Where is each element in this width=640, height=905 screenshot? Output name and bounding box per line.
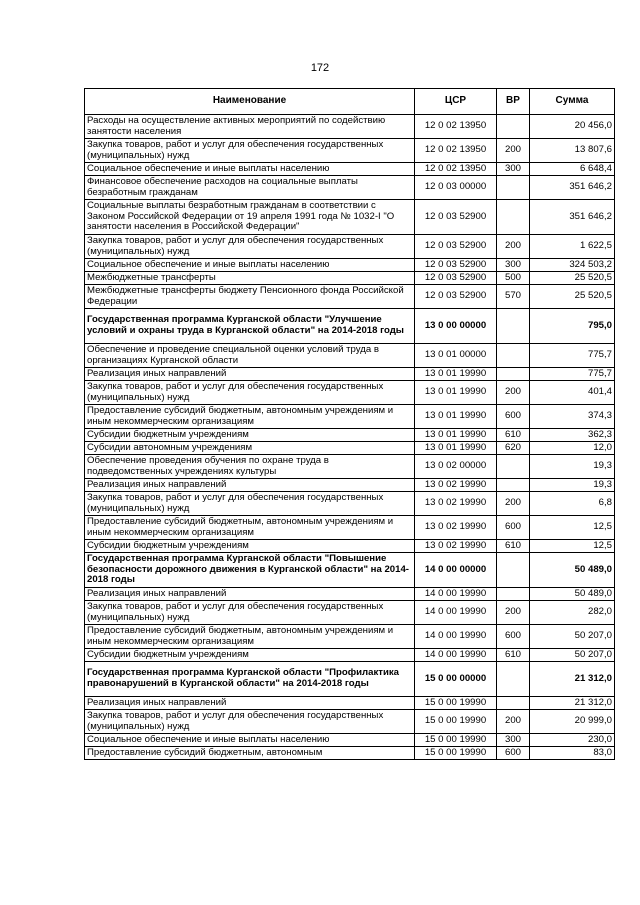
row-name-cell: Межбюджетные трансферты [85,272,415,285]
row-csr-cell: 14 0 00 19990 [415,588,497,601]
table-row [85,662,615,697]
row-csr-cell: 15 0 00 19990 [415,697,497,710]
header-vr: ВР [497,89,530,115]
row-csr-cell: 15 0 00 19990 [415,710,497,734]
table-row [85,139,615,163]
row-csr-cell: 13 0 02 19990 [415,516,497,540]
row-vr-cell: 200 [497,381,530,405]
row-vr-cell: 300 [497,734,530,747]
row-vr-cell [497,479,530,492]
row-name-cell: Финансовое обеспечение расходов на социальные выплаты безработным гражданам [85,176,415,200]
table-row [85,405,615,429]
table-row [85,710,615,734]
row-vr-cell [497,176,530,200]
row-vr-cell: 600 [497,747,530,760]
row-sum-cell: 351 646,2 [530,200,615,235]
row-sum-cell: 21 312,0 [530,662,615,697]
row-csr-cell: 13 0 01 19990 [415,405,497,429]
table-row [85,272,615,285]
row-sum-cell: 50 207,0 [530,625,615,649]
row-vr-cell: 200 [497,139,530,163]
row-name-cell: Предоставление субсидий бюджетным, автономным [85,747,415,760]
table-row [85,200,615,235]
row-csr-cell: 12 0 03 52900 [415,259,497,272]
row-sum-cell: 1 622,5 [530,235,615,259]
row-vr-cell: 200 [497,235,530,259]
table-row [85,115,615,139]
row-name-cell: Социальное обеспечение и иные выплаты населению [85,259,415,272]
row-name-cell: Закупка товаров, работ и услуг для обеспечения государственных (муниципальных) нужд [85,710,415,734]
table-row [85,697,615,710]
row-sum-cell: 25 520,5 [530,272,615,285]
row-csr-cell: 12 0 03 52900 [415,200,497,235]
table-row [85,309,615,344]
table-row [85,176,615,200]
row-sum-cell: 12,5 [530,516,615,540]
row-name-cell: Закупка товаров, работ и услуг для обеспечения государственных (муниципальных) нужд [85,235,415,259]
row-sum-cell: 21 312,0 [530,697,615,710]
row-csr-cell: 13 0 00 00000 [415,309,497,344]
row-name-cell: Предоставление субсидий бюджетным, автономным учреждениям и иным некоммерческим организациям [85,516,415,540]
table-row [85,649,615,662]
row-sum-cell: 6,8 [530,492,615,516]
table-row [85,516,615,540]
row-sum-cell: 230,0 [530,734,615,747]
row-csr-cell: 13 0 01 19990 [415,381,497,405]
row-vr-cell: 600 [497,625,530,649]
row-name-cell: Межбюджетные трансферты бюджету Пенсионного фонда Российской Федерации [85,285,415,309]
row-name-cell: Государственная программа Курганской области "Повышение безопасности дорожного движения в Курганской области" на 2014-2018 годы [85,553,415,588]
row-name-cell: Субсидии бюджетным учреждениям [85,429,415,442]
table-row [85,285,615,309]
header-csr: ЦСР [415,89,497,115]
row-vr-cell [497,553,530,588]
row-vr-cell [497,697,530,710]
table-row [85,259,615,272]
row-sum-cell: 13 807,6 [530,139,615,163]
table-body [85,115,615,760]
row-vr-cell [497,662,530,697]
table-row [85,734,615,747]
row-csr-cell: 13 0 01 19990 [415,368,497,381]
row-name-cell: Государственная программа Курганской области "Профилактика правонарушений в Курганской области" на 2014-2018 годы [85,662,415,697]
table-row [85,455,615,479]
row-csr-cell: 12 0 03 52900 [415,235,497,259]
row-csr-cell: 12 0 03 00000 [415,176,497,200]
row-vr-cell [497,115,530,139]
row-sum-cell: 775,7 [530,368,615,381]
row-name-cell: Субсидии бюджетным учреждениям [85,540,415,553]
table-row [85,492,615,516]
table-row [85,368,615,381]
row-sum-cell: 50 489,0 [530,588,615,601]
row-sum-cell: 19,3 [530,479,615,492]
row-sum-cell: 6 648,4 [530,163,615,176]
row-vr-cell [497,344,530,368]
row-sum-cell: 12,5 [530,540,615,553]
row-name-cell: Обеспечение и проведение специальной оценки условий труда в организациях Курганской области [85,344,415,368]
row-sum-cell: 25 520,5 [530,285,615,309]
row-vr-cell [497,455,530,479]
row-name-cell: Государственная программа Курганской области "Улучшение условий и охраны труда в Курганской области" на 2014-2018 годы [85,309,415,344]
row-csr-cell: 12 0 02 13950 [415,163,497,176]
row-sum-cell: 83,0 [530,747,615,760]
row-sum-cell: 362,3 [530,429,615,442]
row-vr-cell: 620 [497,442,530,455]
table-header-row [85,89,615,115]
table-row [85,747,615,760]
row-name-cell: Реализация иных направлений [85,588,415,601]
row-vr-cell: 600 [497,516,530,540]
row-vr-cell: 610 [497,649,530,662]
row-csr-cell: 14 0 00 19990 [415,625,497,649]
row-csr-cell: 13 0 02 19990 [415,492,497,516]
table-row [85,429,615,442]
header-sum: Сумма [530,89,615,115]
row-csr-cell: 15 0 00 00000 [415,662,497,697]
row-csr-cell: 13 0 01 19990 [415,429,497,442]
row-vr-cell: 300 [497,163,530,176]
table-row [85,588,615,601]
row-vr-cell: 200 [497,492,530,516]
row-sum-cell: 50 489,0 [530,553,615,588]
row-csr-cell: 13 0 02 00000 [415,455,497,479]
row-name-cell: Расходы на осуществление активных мероприятий по содействию занятости населения [85,115,415,139]
row-csr-cell: 15 0 00 19990 [415,734,497,747]
row-sum-cell: 775,7 [530,344,615,368]
row-vr-cell: 610 [497,540,530,553]
table-row [85,625,615,649]
row-sum-cell: 20 456,0 [530,115,615,139]
row-csr-cell: 14 0 00 00000 [415,553,497,588]
table-row [85,601,615,625]
row-name-cell: Реализация иных направлений [85,479,415,492]
row-sum-cell: 324 503,2 [530,259,615,272]
row-vr-cell [497,200,530,235]
row-name-cell: Предоставление субсидий бюджетным, автономным учреждениям и иным некоммерческим организациям [85,625,415,649]
row-csr-cell: 13 0 02 19990 [415,540,497,553]
row-vr-cell: 500 [497,272,530,285]
row-sum-cell: 50 207,0 [530,649,615,662]
row-vr-cell [497,368,530,381]
row-sum-cell: 19,3 [530,455,615,479]
row-name-cell: Закупка товаров, работ и услуг для обеспечения государственных (муниципальных) нужд [85,601,415,625]
row-name-cell: Социальное обеспечение и иные выплаты населению [85,734,415,747]
row-name-cell: Субсидии бюджетным учреждениям [85,649,415,662]
row-vr-cell: 610 [497,429,530,442]
row-csr-cell: 13 0 01 00000 [415,344,497,368]
row-csr-cell: 12 0 02 13950 [415,139,497,163]
row-name-cell: Закупка товаров, работ и услуг для обеспечения государственных (муниципальных) нужд [85,492,415,516]
row-csr-cell: 15 0 00 19990 [415,747,497,760]
row-csr-cell: 12 0 03 52900 [415,285,497,309]
row-vr-cell: 200 [497,710,530,734]
row-sum-cell: 12,0 [530,442,615,455]
row-name-cell: Закупка товаров, работ и услуг для обеспечения государственных (муниципальных) нужд [85,381,415,405]
row-vr-cell: 570 [497,285,530,309]
row-sum-cell: 795,0 [530,309,615,344]
table-row [85,442,615,455]
row-sum-cell: 374,3 [530,405,615,429]
row-csr-cell: 12 0 03 52900 [415,272,497,285]
table-row [85,163,615,176]
budget-table [84,88,615,760]
table-row [85,540,615,553]
row-csr-cell: 14 0 00 19990 [415,649,497,662]
row-name-cell: Социальные выплаты безработным гражданам в соответствии с Законом Российской Федерации от 19 апреля 1991 года № 1032-I "О занятости населения в Российской Федерации" [85,200,415,235]
page-number: 172 [310,62,330,74]
row-name-cell: Обеспечение проведения обучения по охране труда в подведомственных учреждениях культуры [85,455,415,479]
table-row [85,381,615,405]
row-name-cell: Предоставление субсидий бюджетным, автономным учреждениям и иным некоммерческим организациям [85,405,415,429]
row-csr-cell: 13 0 01 19990 [415,442,497,455]
row-sum-cell: 20 999,0 [530,710,615,734]
row-vr-cell: 600 [497,405,530,429]
row-name-cell: Закупка товаров, работ и услуг для обеспечения государственных (муниципальных) нужд [85,139,415,163]
row-vr-cell: 300 [497,259,530,272]
row-sum-cell: 282,0 [530,601,615,625]
row-sum-cell: 351 646,2 [530,176,615,200]
row-vr-cell [497,588,530,601]
table-row [85,479,615,492]
table-row [85,553,615,588]
row-name-cell: Реализация иных направлений [85,368,415,381]
table-row [85,344,615,368]
row-name-cell: Реализация иных направлений [85,697,415,710]
table-row [85,235,615,259]
row-name-cell: Социальное обеспечение и иные выплаты населению [85,163,415,176]
row-vr-cell [497,309,530,344]
header-name: Наименование [85,89,415,115]
row-vr-cell: 200 [497,601,530,625]
row-sum-cell: 401,4 [530,381,615,405]
row-csr-cell: 14 0 00 19990 [415,601,497,625]
row-csr-cell: 13 0 02 19990 [415,479,497,492]
row-csr-cell: 12 0 02 13950 [415,115,497,139]
row-name-cell: Субсидии автономным учреждениям [85,442,415,455]
